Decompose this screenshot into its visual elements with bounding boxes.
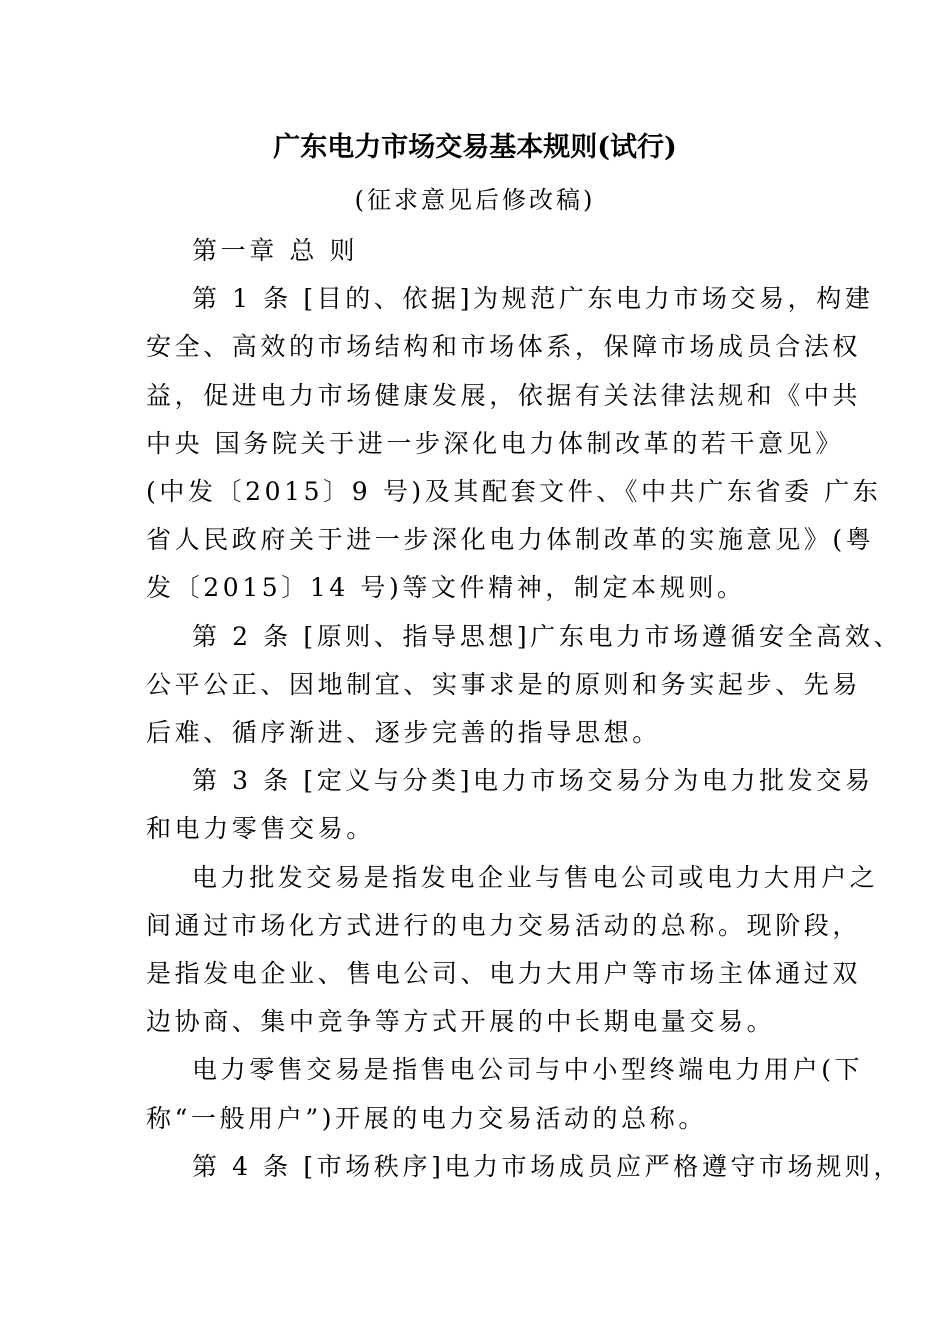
body-line: 和电力零售交易。 [146, 814, 375, 844]
document-subtitle: (征求意见后修改稿) [354, 186, 596, 214]
document-body [146, 227, 903, 1191]
body-line: (中发〔2015〕9 号)及其配套文件、《中共广东省委 广东 [146, 477, 882, 507]
body-line: 省人民政府关于进一步深化电力体制改革的实施意见》(粤 [146, 525, 875, 555]
body-line: 第 1 条 [目的、依据]为规范广东电力市场交易，构建 [192, 284, 874, 314]
body-line: 边协商、集中竞争等方式开展的中长期电量交易。 [146, 1007, 776, 1037]
body-line: 第 2 条 [原则、指导思想]广东电力市场遵循安全高效、 [192, 621, 903, 651]
body-line: 第 3 条 [定义与分类]电力市场交易分为电力批发交易 [192, 766, 874, 796]
body-line: 是指发电企业、售电公司、电力大用户等市场主体通过双 [146, 959, 862, 989]
body-line: 第一章 总 则 [192, 236, 359, 265]
body-line: 间通过市场化方式进行的电力交易活动的总称。现阶段， [146, 910, 862, 940]
body-line: 电力零售交易是指售电公司与中小型终端电力用户(下 [192, 1055, 864, 1085]
body-line: 称“一般用户”)开展的电力交易活动的总称。 [146, 1103, 707, 1133]
body-line: 中央 国务院关于进一步深化电力体制改革的若干意见》 [146, 428, 844, 458]
body-line: 公平公正、因地制宜、实事求是的原则和务实起步、先易 [146, 669, 862, 699]
body-line: 电力批发交易是指发电企业与售电公司或电力大用户之 [192, 862, 879, 892]
body-line: 安全、高效的市场结构和市场体系，保障市场成员合法权 [146, 332, 862, 362]
body-line: 益，促进电力市场健康发展，依据有关法律法规和《中共 [146, 380, 862, 410]
body-line: 第 4 条 [市场秩序]电力市场成员应严格遵守市场规则， [192, 1151, 903, 1181]
document-title: 广东电力市场交易基本规则(试行) [273, 132, 677, 163]
body-line: 后难、循序渐进、逐步完善的指导思想。 [146, 718, 661, 748]
body-line: 发〔2015〕14 号)等文件精神，制定本规则。 [146, 573, 746, 603]
